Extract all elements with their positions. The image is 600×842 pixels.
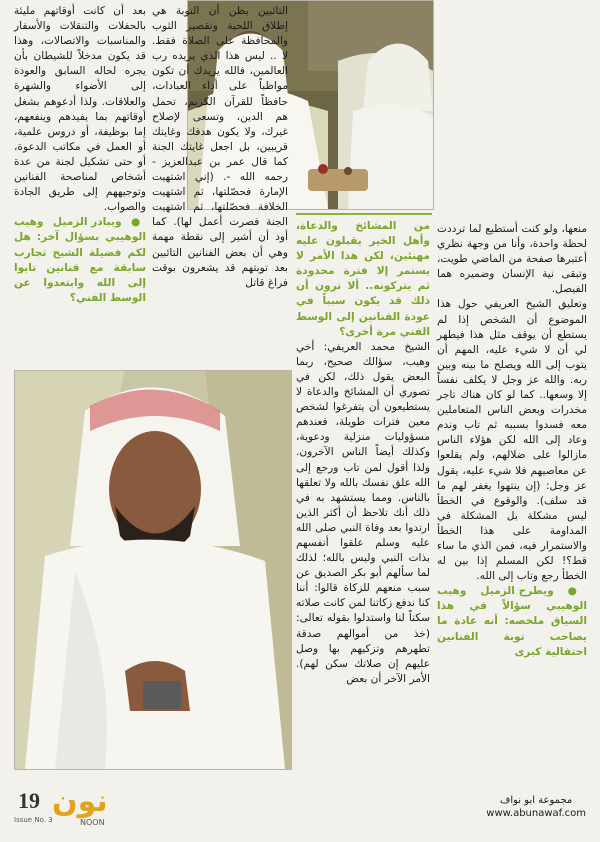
text-column-1 [437,222,587,660]
col2-highlight: من المشائخ والدعاة، وأهل الخير يقبلون عليه مهنئين، لكن هذا الأمر لا يستمر إلا فترة محدودة ثم يتركونه.. ألا ترون أن ذلك قد يكون سبباً في عودة الفنانين إلى الوسط الفني مرة أخرى؟ [296,220,430,338]
col3-paragraph-1: التائبين يظن أن التوبة هي إطلاق اللحية وتقصير الثوب والمحافظة على الصلاة فقط. لا .. ليس هذا الذي يريده رب العالمين، فالله يريدك أن تكون مواظباً على أداء العبادات، حافظاً للقرآن الكريم، تحمل هم الدين، وتسعى لإصلاح غيرك، ولا يكون هدفك وغايتك قريبين، بل اجعل غايتك الجنة كما قال عمر بن عبدالعزيز - رحمه الله -. (إني اشتهيت الإمارة فحصّلتها، ثم اشتهيت الخلافة فحصّلتها، ثم اشتهيت الجنة فصرت أعمل لها). كما أود أن أشير إلى نقطة مهمة وهي أن بعض الفنانين التائبين بعد توبتهم قد يشعرون بوقت فراغ قاتل [152,5,288,289]
divider-rule [296,213,432,215]
page-footer [0,782,600,842]
site-watermark [486,794,586,820]
page-number: 19 [18,788,40,813]
text-column-3 [152,4,288,291]
site-url[interactable]: www.abunawaf.com [486,808,586,819]
col4-question-text: ويبادر الزميل وهيب الوهيبي بسؤال آخر: هل لكم فضيلة الشيخ تجارب سابقة مع فنانين تابوا إلى الله وابتعدوا عن الوسط الفني؟ [14,216,146,304]
bullet-icon: ● [121,216,146,229]
noon-logo [50,784,110,834]
site-name: مجموعة ابو نواف [500,795,573,806]
text-column-2 [296,219,430,687]
col1-paragraph-2: وتعليق الشيخ العريفي حول هذا الموضوع أن الشخص إذا لم يستطع أن يوقف مثل هذا فيطهر لي أن لا شيء عليه، المهم أن يتوب إلى الله ويصلح ما بينه وبين ربه. والله عز وجل لا يكلف نفساً إلا وسعها.. كما لو كان هناك تاجر مخدرات وبعض الناس المتعاملين معه فسدوا بسببه ثم تاب وندم وعاد إلى الله لكن هؤلاء الناس مازالوا على ضلالهم، ولم يقلعوا عن معاصيهم فلا شيء عليه، يقول عز وجل: (إن ينتهوا يغفر لهم ما قد سلف). والوقوع في الخطأ ليس مشكلة بل المشكلة في المداومة على هذا الخطأ والاستمرار فيه، فمن الذي ما ساء قط؟! لكن المسلم إذا بين له الخطأ رجع وتاب إلى الله. [437,298,587,583]
col4-question [14,215,146,306]
col1-paragraph-1: منعها، ولو كنت أستطيع لما ترددت لحظة واحدة، وأنا من وجهة نظري أعتبرها صفحة من الماضي طويت، وتبقى نية الإنسان وضميره هما الفيصل. [437,223,587,296]
col1-question [437,584,587,659]
col1-question-text: ويطرح الزميل وهيب الوهيبي سؤالاً في هذا السياق ملخصه: أنه عادة ما يصاحب توبة الفنانين احتفالية كبرى [437,585,587,658]
text-column-4 [14,4,146,306]
portrait-photo [14,370,292,770]
bullet-icon: ● [553,585,587,598]
col4-paragraph-1: بعد أن كانت أوقاتهم مليئة بالحفلات والتنقلات والأسفار والمناسبات والاتصالات، وهذا قد يكون مدخلاً للشيطان بأن يجره لحاله السابق والعودة إلى الأضواء والشهرة والعلاقات. ولذا أدعوهم بشغل أوقاتهم بما يفيدهم وينفعهم، إما بوظيفة، أو دروس علمية، أو العمل في مكاتب الدعوة، أو حتى تشكيل لجنة من عدة أشخاص لمناصحة الفنانين وتوجيههم إلى طريق الجادة والصواب. [14,5,146,214]
col2-paragraph-1: الشيخ محمد العريفي: أخي وهيب، سؤالك صحيح، ربما البعض يقول ذلك، لكن في تصوري أن المشائخ والدعاة لا يستطيعون أن يتفرغوا لشخص معين فترات طويلة، فعندهم مسؤوليات منزلية ودعوية، وكذلك أيضاً الناس الآخرون. ولذا أقول لمن تاب ورجع إلى الله علق نفسك بالله ولا تعلقها بالناس. ومما يستشهد به في ذلك أنك تلاحظ أن أكثر الذين ارتدوا بعد وفاة النبي صلى الله عليه وسلم علقوا أنفسهم بذات النبي وليس بالله؛ لذلك لما سألهم أبو بكر الصديق عن سبب منعهم للزكاة قالوا: أننا كنا ندفع زكاتنا لمن كانت صلاته سكناً لنا واستدلوا بقوله تعالى: (خذ من أموالهم صدقة تطهرهم وتزكيهم بها وصل عليهم إن صلاتك سكن لهم). الأمر الآخر أن بعض [296,340,430,685]
issue-label: Issue No. 3 [14,816,53,824]
logo-arabic: نون [52,784,108,819]
logo-latin: NOON [80,818,105,827]
